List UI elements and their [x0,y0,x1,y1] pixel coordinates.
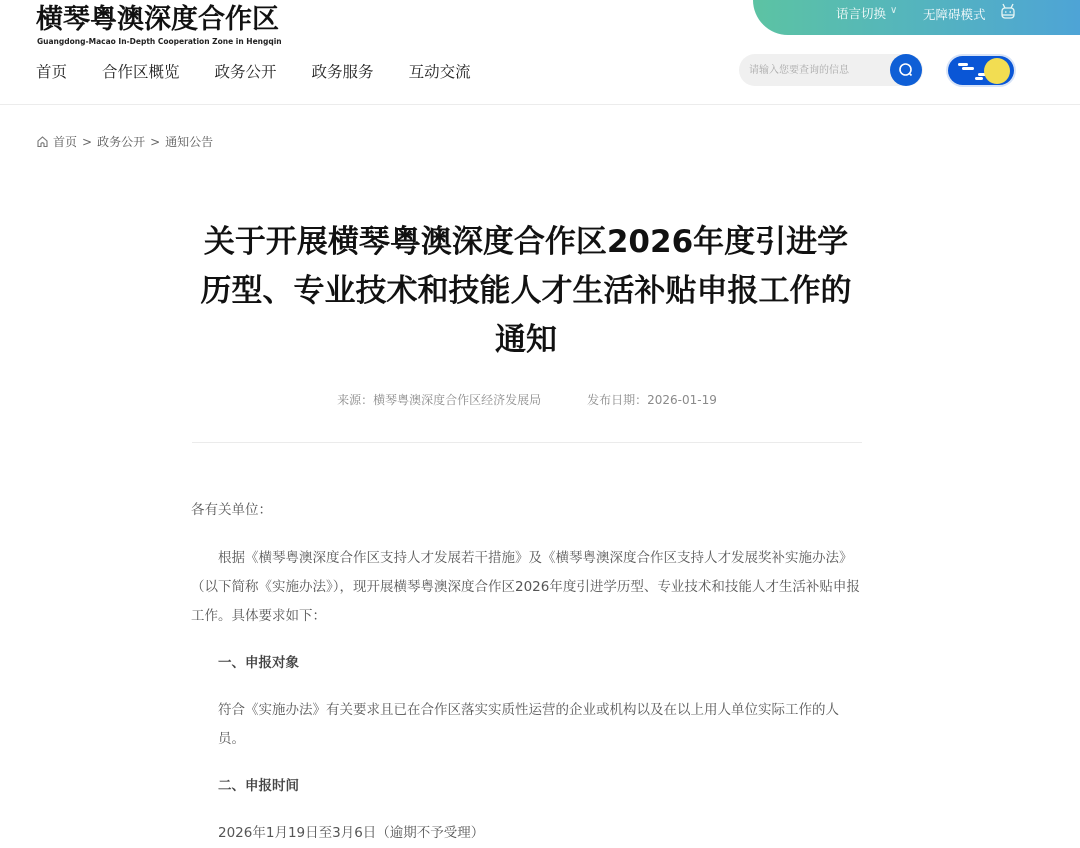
breadcrumb-separator: > [82,134,93,149]
main-nav [36,60,506,82]
top-utility-bar [753,0,1080,35]
site-logo-title[interactable]: 横琴粤澳深度合作区 [36,4,279,35]
nav-item-home[interactable]: 首页 [36,63,68,81]
site-logo-subtitle: Guangdong-Macao In-Depth Cooperation Zone in Hengqin [37,37,282,46]
nav-item-government-services[interactable]: 政务服务 [311,63,374,81]
section-heading-applicants: 一、申报对象 [218,655,299,671]
breadcrumb-government-affairs[interactable]: 政务公开 [97,135,146,149]
language-switch-button[interactable]: 语言切换 [836,6,887,21]
chevron-down-icon[interactable]: ∨ [890,5,898,16]
accessibility-mode-button[interactable]: 无障碍模式 [923,7,986,22]
section-heading-application-period: 二、申报时间 [218,778,299,794]
search-input[interactable] [749,61,889,79]
article-source: 来源：横琴粤澳深度合作区经济发展局 [337,393,542,407]
article-title: 关于开展横琴粤澳深度合作区2026年度引进学历型、专业技术和技能人才生活补贴申报工作的通知 [200,224,852,358]
sun-icon [984,58,1010,84]
breadcrumb-separator: > [150,134,161,149]
site-header [0,0,1080,105]
article-intro-paragraph: 根据《横琴粤澳深度合作区支持人才发展若干措施》及《横琴粤澳深度合作区支持人才发展奖补实施办法》（以下简称《实施办法》），现开展横琴粤澳深度合作区2026年度引进学历型、专业技术和技能人才生活补贴申报工作。具体要求如下： [191,550,860,624]
section-text-applicants: 符合《实施办法》有关要求且已在合作区落实实质性运营的企业或机构以及在以上用人单位实际工作的人员。 [218,702,839,747]
search-button[interactable] [890,54,922,86]
theme-toggle[interactable] [948,56,1014,85]
cloud-icon [962,67,974,70]
robot-assistant-icon[interactable] [999,3,1017,21]
article-body [191,496,863,848]
breadcrumb-home[interactable]: 首页 [53,135,78,149]
breadcrumb [36,133,213,150]
cloud-icon [975,77,983,80]
nav-item-government-affairs[interactable]: 政务公开 [214,63,277,81]
cloud-icon [958,63,968,66]
search-box [739,54,923,86]
nav-item-zone-overview[interactable]: 合作区概览 [102,63,180,81]
article-meta [192,391,862,408]
nav-item-interaction[interactable]: 互动交流 [408,63,471,81]
search-icon [890,54,922,86]
article-publish-date: 发布日期：2026-01-19 [587,393,717,407]
article-greeting: 各有关单位： [191,502,272,518]
section-text-application-period: 2026年1月19日至3月6日（逾期不予受理） [218,825,485,841]
home-icon[interactable] [36,135,49,148]
breadcrumb-notices[interactable]: 通知公告 [165,135,214,149]
meta-divider [192,442,862,443]
